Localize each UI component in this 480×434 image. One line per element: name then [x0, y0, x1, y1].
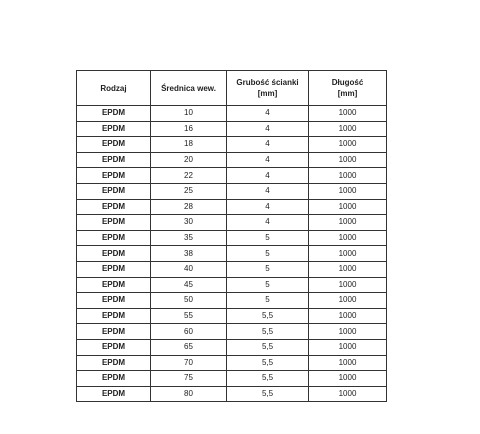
header-length: [309, 71, 387, 106]
cell-wall-thickness: 4: [227, 121, 309, 137]
cell-length: 1000: [309, 308, 387, 324]
product-table: [76, 70, 387, 402]
header-inner-diameter: [151, 71, 227, 106]
cell-length: 1000: [309, 246, 387, 262]
cell-length: 1000: [309, 137, 387, 153]
cell-type: EPDM: [77, 168, 151, 184]
header-label: Grubość ścianki: [236, 78, 299, 87]
cell-type: EPDM: [77, 230, 151, 246]
cell-inner-diameter: 80: [151, 386, 227, 402]
table-row: [77, 324, 387, 340]
cell-length: 1000: [309, 183, 387, 199]
cell-wall-thickness: 5: [227, 277, 309, 293]
table-body: [77, 106, 387, 402]
cell-inner-diameter: 10: [151, 106, 227, 122]
cell-type: EPDM: [77, 277, 151, 293]
cell-wall-thickness: 5: [227, 261, 309, 277]
cell-inner-diameter: 25: [151, 183, 227, 199]
cell-length: 1000: [309, 121, 387, 137]
cell-type: EPDM: [77, 293, 151, 309]
cell-inner-diameter: 65: [151, 339, 227, 355]
table-row: [77, 355, 387, 371]
cell-length: 1000: [309, 386, 387, 402]
cell-length: 1000: [309, 168, 387, 184]
cell-wall-thickness: 4: [227, 215, 309, 231]
cell-type: EPDM: [77, 339, 151, 355]
cell-inner-diameter: 75: [151, 371, 227, 387]
cell-type: EPDM: [77, 106, 151, 122]
cell-inner-diameter: 30: [151, 215, 227, 231]
cell-wall-thickness: 5,5: [227, 324, 309, 340]
cell-inner-diameter: 22: [151, 168, 227, 184]
cell-type: EPDM: [77, 261, 151, 277]
cell-type: EPDM: [77, 215, 151, 231]
cell-inner-diameter: 20: [151, 152, 227, 168]
cell-inner-diameter: 28: [151, 199, 227, 215]
cell-inner-diameter: 45: [151, 277, 227, 293]
cell-inner-diameter: 40: [151, 261, 227, 277]
cell-type: EPDM: [77, 152, 151, 168]
cell-inner-diameter: 70: [151, 355, 227, 371]
cell-length: 1000: [309, 106, 387, 122]
table-row: [77, 168, 387, 184]
cell-wall-thickness: 4: [227, 137, 309, 153]
cell-length: 1000: [309, 293, 387, 309]
table-row: [77, 215, 387, 231]
cell-length: 1000: [309, 215, 387, 231]
cell-wall-thickness: 5,5: [227, 371, 309, 387]
cell-wall-thickness: 5: [227, 293, 309, 309]
table-row: [77, 371, 387, 387]
cell-type: EPDM: [77, 386, 151, 402]
cell-type: EPDM: [77, 355, 151, 371]
table-row: [77, 106, 387, 122]
cell-wall-thickness: 5,5: [227, 386, 309, 402]
cell-wall-thickness: 4: [227, 168, 309, 184]
header-label: Rodzaj: [100, 83, 127, 93]
table-row: [77, 293, 387, 309]
cell-length: 1000: [309, 230, 387, 246]
header-type: [77, 71, 151, 106]
cell-inner-diameter: 60: [151, 324, 227, 340]
cell-type: EPDM: [77, 183, 151, 199]
table-row: [77, 261, 387, 277]
table-row: [77, 152, 387, 168]
cell-wall-thickness: 4: [227, 183, 309, 199]
cell-type: EPDM: [77, 121, 151, 137]
cell-type: EPDM: [77, 308, 151, 324]
cell-type: EPDM: [77, 199, 151, 215]
cell-inner-diameter: 35: [151, 230, 227, 246]
table-row: [77, 386, 387, 402]
table-row: [77, 339, 387, 355]
cell-wall-thickness: 5: [227, 246, 309, 262]
table-row: [77, 277, 387, 293]
table-row: [77, 230, 387, 246]
header-label: Długość: [331, 78, 364, 87]
cell-length: 1000: [309, 199, 387, 215]
cell-wall-thickness: 5,5: [227, 308, 309, 324]
cell-inner-diameter: 16: [151, 121, 227, 137]
cell-type: EPDM: [77, 246, 151, 262]
product-table-container: [76, 70, 386, 402]
cell-length: 1000: [309, 152, 387, 168]
cell-wall-thickness: 4: [227, 199, 309, 215]
cell-wall-thickness: 5: [227, 230, 309, 246]
cell-wall-thickness: 4: [227, 152, 309, 168]
table-row: [77, 121, 387, 137]
cell-length: 1000: [309, 324, 387, 340]
cell-wall-thickness: 5,5: [227, 339, 309, 355]
cell-length: 1000: [309, 339, 387, 355]
cell-length: 1000: [309, 371, 387, 387]
cell-length: 1000: [309, 277, 387, 293]
cell-type: EPDM: [77, 137, 151, 153]
cell-wall-thickness: 4: [227, 106, 309, 122]
cell-inner-diameter: 18: [151, 137, 227, 153]
table-header: [77, 71, 387, 106]
table-row: [77, 246, 387, 262]
cell-type: EPDM: [77, 324, 151, 340]
cell-length: 1000: [309, 261, 387, 277]
table-row: [77, 199, 387, 215]
cell-type: EPDM: [77, 371, 151, 387]
cell-length: 1000: [309, 355, 387, 371]
table-row: [77, 137, 387, 153]
table-row: [77, 308, 387, 324]
cell-wall-thickness: 5,5: [227, 355, 309, 371]
cell-inner-diameter: 38: [151, 246, 227, 262]
cell-inner-diameter: 50: [151, 293, 227, 309]
header-wall-thickness: [227, 71, 309, 106]
header-label: [mm]: [257, 89, 278, 98]
cell-inner-diameter: 55: [151, 308, 227, 324]
header-row: [77, 71, 387, 106]
header-label: [mm]: [337, 89, 358, 98]
table-row: [77, 183, 387, 199]
header-label: Średnica wew.: [161, 83, 216, 93]
